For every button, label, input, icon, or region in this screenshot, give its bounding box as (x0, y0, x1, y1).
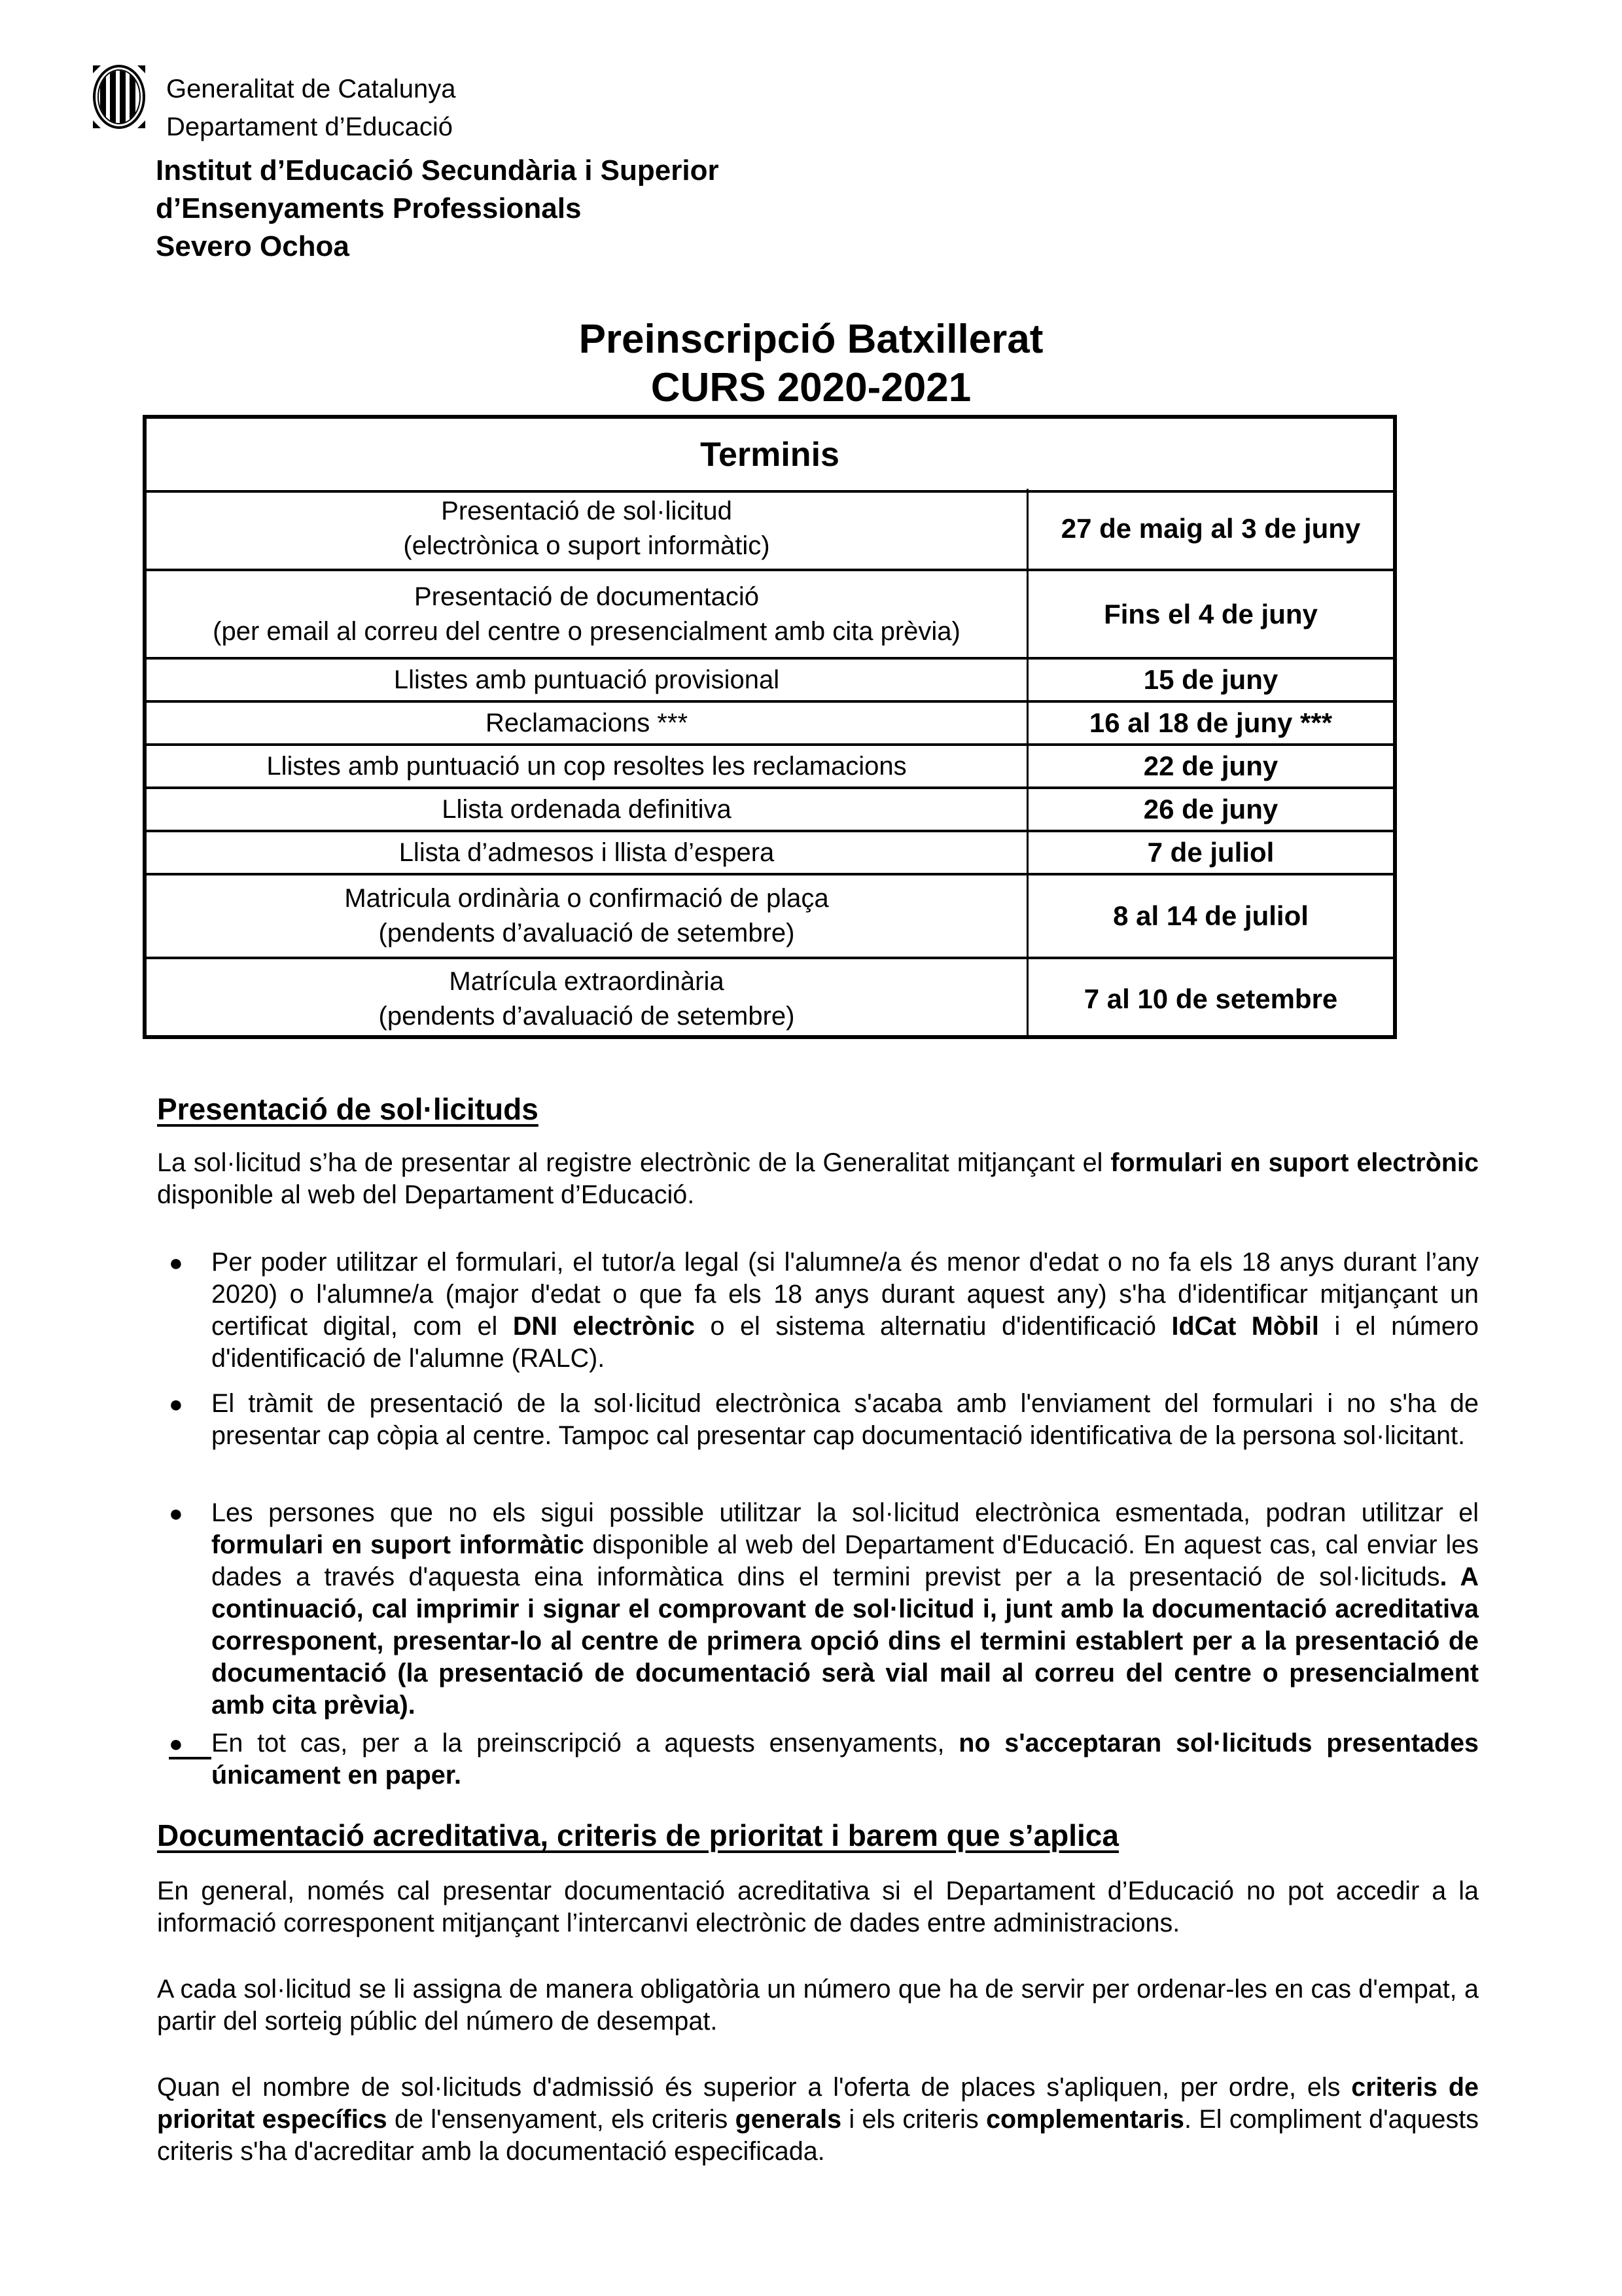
row-date: 22 de juny (1143, 751, 1278, 781)
row-description-line1: Matrícula extraordinària (449, 967, 724, 996)
paragraph (157, 2072, 1479, 2168)
row-description-line2: (pendents d’avaluació de setembre) (378, 1002, 795, 1031)
text: En tot cas, per a la preinscripció a aquests ensenyaments, (211, 1729, 959, 1757)
bold-text: . A continuació, cal imprimir i signar el comprovant de sol·licitud i, junt amb la documentació acreditativa corresponent, presentar-lo al centre de primera opció dins el termini establert per a la presentació de documentació (la presentació de documentació serà vial mail al correu del centre o presencialment amb cita prèvia). (211, 1563, 1479, 1720)
generalitat-logo-icon (92, 64, 147, 130)
row-date: 7 de juliol (1147, 837, 1275, 868)
row-description: Llista d’admesos i llista d’espera (147, 832, 1029, 873)
bullet-icon: ● (169, 1390, 183, 1417)
row-description-line2: (per email al correu del centre o presencialment amb cita prèvia) (213, 616, 961, 646)
row-description (147, 571, 1029, 657)
institute-name-line1: Institut d’Educació Secundària i Superior (156, 154, 719, 186)
department-name: Departament d’Educació (166, 113, 453, 141)
bold-text: DNI electrònic (512, 1312, 695, 1341)
row-date: 27 de maig al 3 de juny (1061, 513, 1361, 544)
list-item-text (211, 1388, 1479, 1452)
table-row (147, 832, 1393, 875)
table-header: Terminis (147, 419, 1393, 493)
row-description-line2: (electrònica o suport informàtic) (403, 531, 770, 560)
list-item-text (211, 1497, 1479, 1722)
row-date: 7 al 10 de setembre (1084, 983, 1338, 1014)
row-date: 16 al 18 de juny *** (1089, 707, 1333, 738)
bold-text: no s'acceptaran sol·licituds presentades únicament en paper. (211, 1729, 1479, 1790)
org-name: Generalitat de Catalunya (166, 75, 456, 103)
table-row (147, 959, 1393, 1039)
text: de l'ensenyament, els criteris (387, 2105, 735, 2134)
table-row (147, 660, 1393, 703)
bold-text: complementaris (986, 2105, 1185, 2134)
row-date: Fins el 4 de juny (1104, 598, 1318, 629)
bullet-icon: ● (169, 1727, 211, 1759)
section-heading-documentacio: Documentació acreditativa, criteris de prioritat i barem que s’aplica (157, 1818, 1119, 1852)
text: o el sistema alternatiu d'identificació (695, 1312, 1172, 1341)
text: El tràmit de presentació de la sol·licitud electrònica s'acaba amb l'enviament del formulari i no s'ha de presentar cap còpia al centre. Tampoc cal presentar cap documentació identificativa de la persona sol·licitant. (211, 1389, 1479, 1450)
row-description: Llistes amb puntuació un cop resoltes les reclamacions (147, 746, 1029, 786)
paragraph: En general, només cal presentar documentació acreditativa si el Departament d’Educació no pot accedir a la informació corresponent mitjançant l’intercanvi electrònic de dades entre administracions. (157, 1877, 1479, 1937)
table-row (147, 703, 1393, 746)
terminis-table (143, 415, 1397, 1039)
section-heading-presentacio: Presentació de sol·licituds (157, 1092, 538, 1126)
text: La sol·licitud s’ha de presentar al registre electrònic de la Generalitat mitjançant el (157, 1148, 1111, 1177)
row-description-line1: Matricula ordinària o confirmació de plaça (344, 884, 829, 913)
row-date: 8 al 14 de juliol (1113, 900, 1309, 931)
text: Per poder utilitzar el formulari, el tutor/a legal (si l'alumne/a és menor d'edat o no fa els 18 anys durant l’any 2020) o l'alumne/a (major d'edat o que fa els 18 anys durant aquest any) s'ha d'identificar mitjançant un certificat digital, com el (211, 1248, 1479, 1341)
row-description: Llista ordenada definitiva (147, 789, 1029, 830)
table-row (147, 571, 1393, 660)
table-row (147, 489, 1393, 571)
row-description (147, 875, 1029, 957)
table-row (147, 746, 1393, 789)
list-item-text (211, 1246, 1479, 1375)
row-date: 26 de juny (1143, 794, 1278, 824)
bold-text: criteris de prioritat específics (157, 2073, 1479, 2134)
text: disponible al web del Departament d'Educació. En aquest cas, cal enviar les dades a través d'aquesta eina informàtica dins el termini previst per a la presentació de sol·licituds (211, 1530, 1479, 1591)
row-description-line2: (pendents d’avaluació de setembre) (378, 919, 795, 947)
paragraph: A cada sol·licitud se li assigna de manera obligatòria un número que ha de servir per ordenar-les en cas d'empat, a partir del sorteig públic del número de desempat. (157, 1975, 1479, 2036)
list-item-text (211, 1727, 1479, 1792)
page-subtitle: CURS 2020-2021 (650, 365, 972, 410)
row-description-line1: Presentació de documentació (414, 582, 759, 611)
row-description: Reclamacions *** (147, 703, 1029, 743)
institute-name-line2: d’Ensenyaments Professionals (156, 192, 582, 224)
text: Les persones que no els sigui possible utilitzar la sol·licitud electrònica esmentada, podran utilitzar el (211, 1498, 1479, 1527)
bold-text: formulari en suport informàtic (211, 1530, 584, 1559)
bullet-icon: ● (169, 1249, 183, 1276)
text: . El compliment d'aquests criteris s'ha d'acreditar amb la documentació especificada. (157, 2105, 1479, 2166)
page-title: Preinscripció Batxillerat (578, 317, 1044, 362)
row-date: 15 de juny (1143, 664, 1278, 695)
text: i els criteris (841, 2105, 987, 2134)
row-description (147, 959, 1029, 1039)
row-description: Llistes amb puntuació provisional (147, 660, 1029, 700)
bold-text: formulari en suport electrònic (1110, 1148, 1479, 1177)
bullet-icon: ● (169, 1500, 183, 1527)
row-description-line1: Presentació de sol·licitud (441, 497, 732, 525)
table-row (147, 789, 1393, 832)
intro-paragraph (157, 1147, 1479, 1211)
institute-name-line3: Severo Ochoa (156, 230, 349, 262)
text: i el número d'identificació de l'alumne (RALC). (211, 1312, 1479, 1373)
table-row (147, 875, 1393, 959)
text: disponible al web del Departament d’Educació. (157, 1180, 695, 1209)
row-description (147, 489, 1029, 569)
text: Quan el nombre de sol·licituds d'admissió és superior a l'oferta de places s'apliquen, per ordre, els (157, 2073, 1352, 2102)
bold-text: IdCat Mòbil (1171, 1312, 1319, 1341)
bold-text: generals (735, 2105, 842, 2134)
